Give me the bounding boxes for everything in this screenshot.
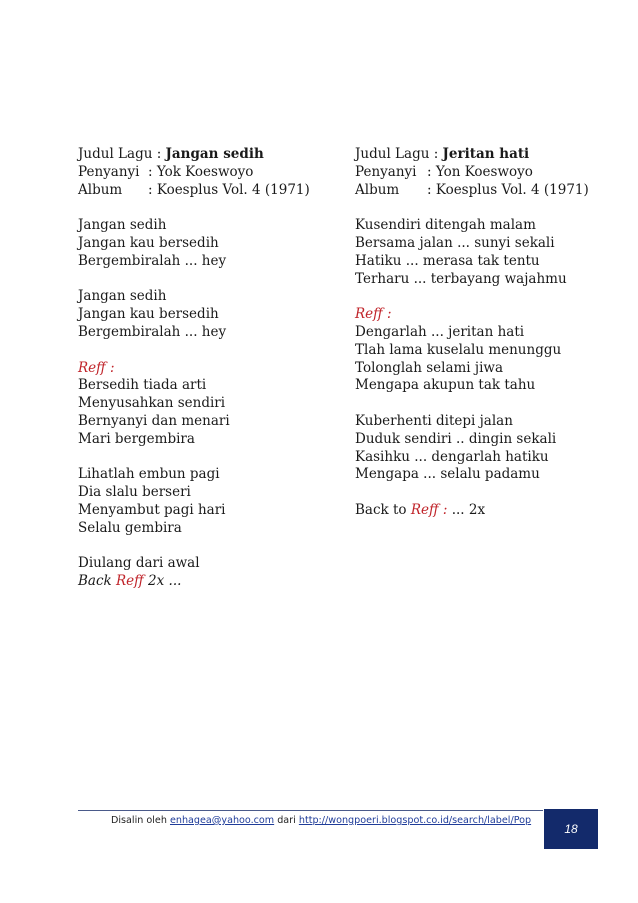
back-suffix: 2x ... [148, 573, 182, 590]
lyric-line: Tolonglah selami jiwa [355, 359, 504, 376]
lyric-line: Bernyanyi dan menari [78, 412, 230, 429]
lyric-line: Kasihku ... dengarlah hatiku [355, 448, 549, 465]
lyric-line: Bergembiralah ... hey [78, 252, 227, 269]
lyric-line: Kuberhenti ditepi jalan [355, 412, 513, 429]
lyric-line: Menyambut pagi hari [78, 501, 226, 518]
lyric-line: Hatiku ... merasa tak tentu [355, 252, 540, 269]
lyric-line: Bersedih tiada arti [78, 377, 207, 394]
back-reff-instruction [78, 573, 328, 591]
reff-label: Reff : [355, 306, 392, 323]
lyric-line: Dengarlah ... jeritan hati [355, 323, 525, 340]
lyric-line: Tlah lama kuselalu menunggu [355, 341, 562, 358]
lyric-line: Duduk sendiri .. dingin sekali [355, 430, 557, 447]
song-title: Jangan sedih [165, 146, 264, 162]
lyric-line: Bergembiralah ... hey [78, 323, 227, 340]
singer-value: : Yok Koeswoyo [148, 163, 254, 180]
back-prefix: Back to [355, 501, 407, 518]
title-label: Judul Lagu : [78, 146, 162, 162]
song-title: Jeritan hati [442, 146, 530, 162]
album-label: Album [355, 181, 400, 198]
back-suffix: ... 2x [451, 501, 486, 518]
album-label: Album [78, 181, 123, 198]
album-row [355, 182, 605, 200]
song-title-row [78, 146, 328, 164]
back-prefix: Back [78, 573, 112, 590]
lyric-line: Jangan sedih [78, 288, 167, 305]
singer-row [78, 164, 328, 182]
lyric-line: Dia slalu berseri [78, 484, 191, 501]
song-left [78, 146, 328, 591]
footer-middle: dari [277, 815, 296, 826]
lyric-line: Selalu gembira [78, 519, 182, 536]
back-reff-instruction [355, 502, 605, 520]
lyric-line: Kusendiri ditengah malam [355, 217, 536, 234]
lyric-line: Mengapa ... selalu padamu [355, 466, 540, 483]
singer-label: Penyanyi [355, 163, 417, 180]
reff-label: Reff : [78, 359, 115, 376]
song-title-row [355, 146, 605, 164]
repeat-instruction: Diulang dari awal [78, 555, 200, 572]
lyric-line: Menyusahkan sendiri [78, 395, 226, 412]
singer-label: Penyanyi [78, 163, 140, 180]
lyric-line: Mari bergembira [78, 430, 195, 447]
lyric-line: Mengapa akupun tak tahu [355, 377, 536, 394]
album-value: : Koesplus Vol. 4 (1971) [148, 181, 310, 198]
back-reff: Reff : [410, 501, 448, 518]
lyric-line: Terharu ... terbayang wajahmu [355, 270, 567, 287]
page-number: 18 [544, 809, 598, 849]
singer-row [355, 164, 605, 182]
footer-url-link[interactable]: http://wongpoeri.blogspot.co.id/search/label/Pop [298, 815, 532, 826]
footer-divider [78, 810, 543, 811]
album-value: : Koesplus Vol. 4 (1971) [427, 181, 589, 198]
footer-prefix: Disalin oleh [111, 815, 167, 826]
lyric-line: Jangan sedih [78, 217, 167, 234]
footer-credit [111, 815, 531, 826]
lyric-line: Bersama jalan ... sunyi sekali [355, 234, 555, 251]
album-row [78, 182, 328, 200]
lyric-line: Lihatlah embun pagi [78, 466, 220, 483]
back-reff: Reff [116, 573, 144, 590]
lyric-line: Jangan kau bersedih [78, 306, 219, 323]
singer-value: : Yon Koeswoyo [427, 163, 533, 180]
song-right [355, 146, 605, 520]
title-label: Judul Lagu : [355, 146, 439, 162]
footer-email-link[interactable]: enhagea@yahoo.com [169, 815, 275, 826]
lyric-line: Jangan kau bersedih [78, 234, 219, 251]
